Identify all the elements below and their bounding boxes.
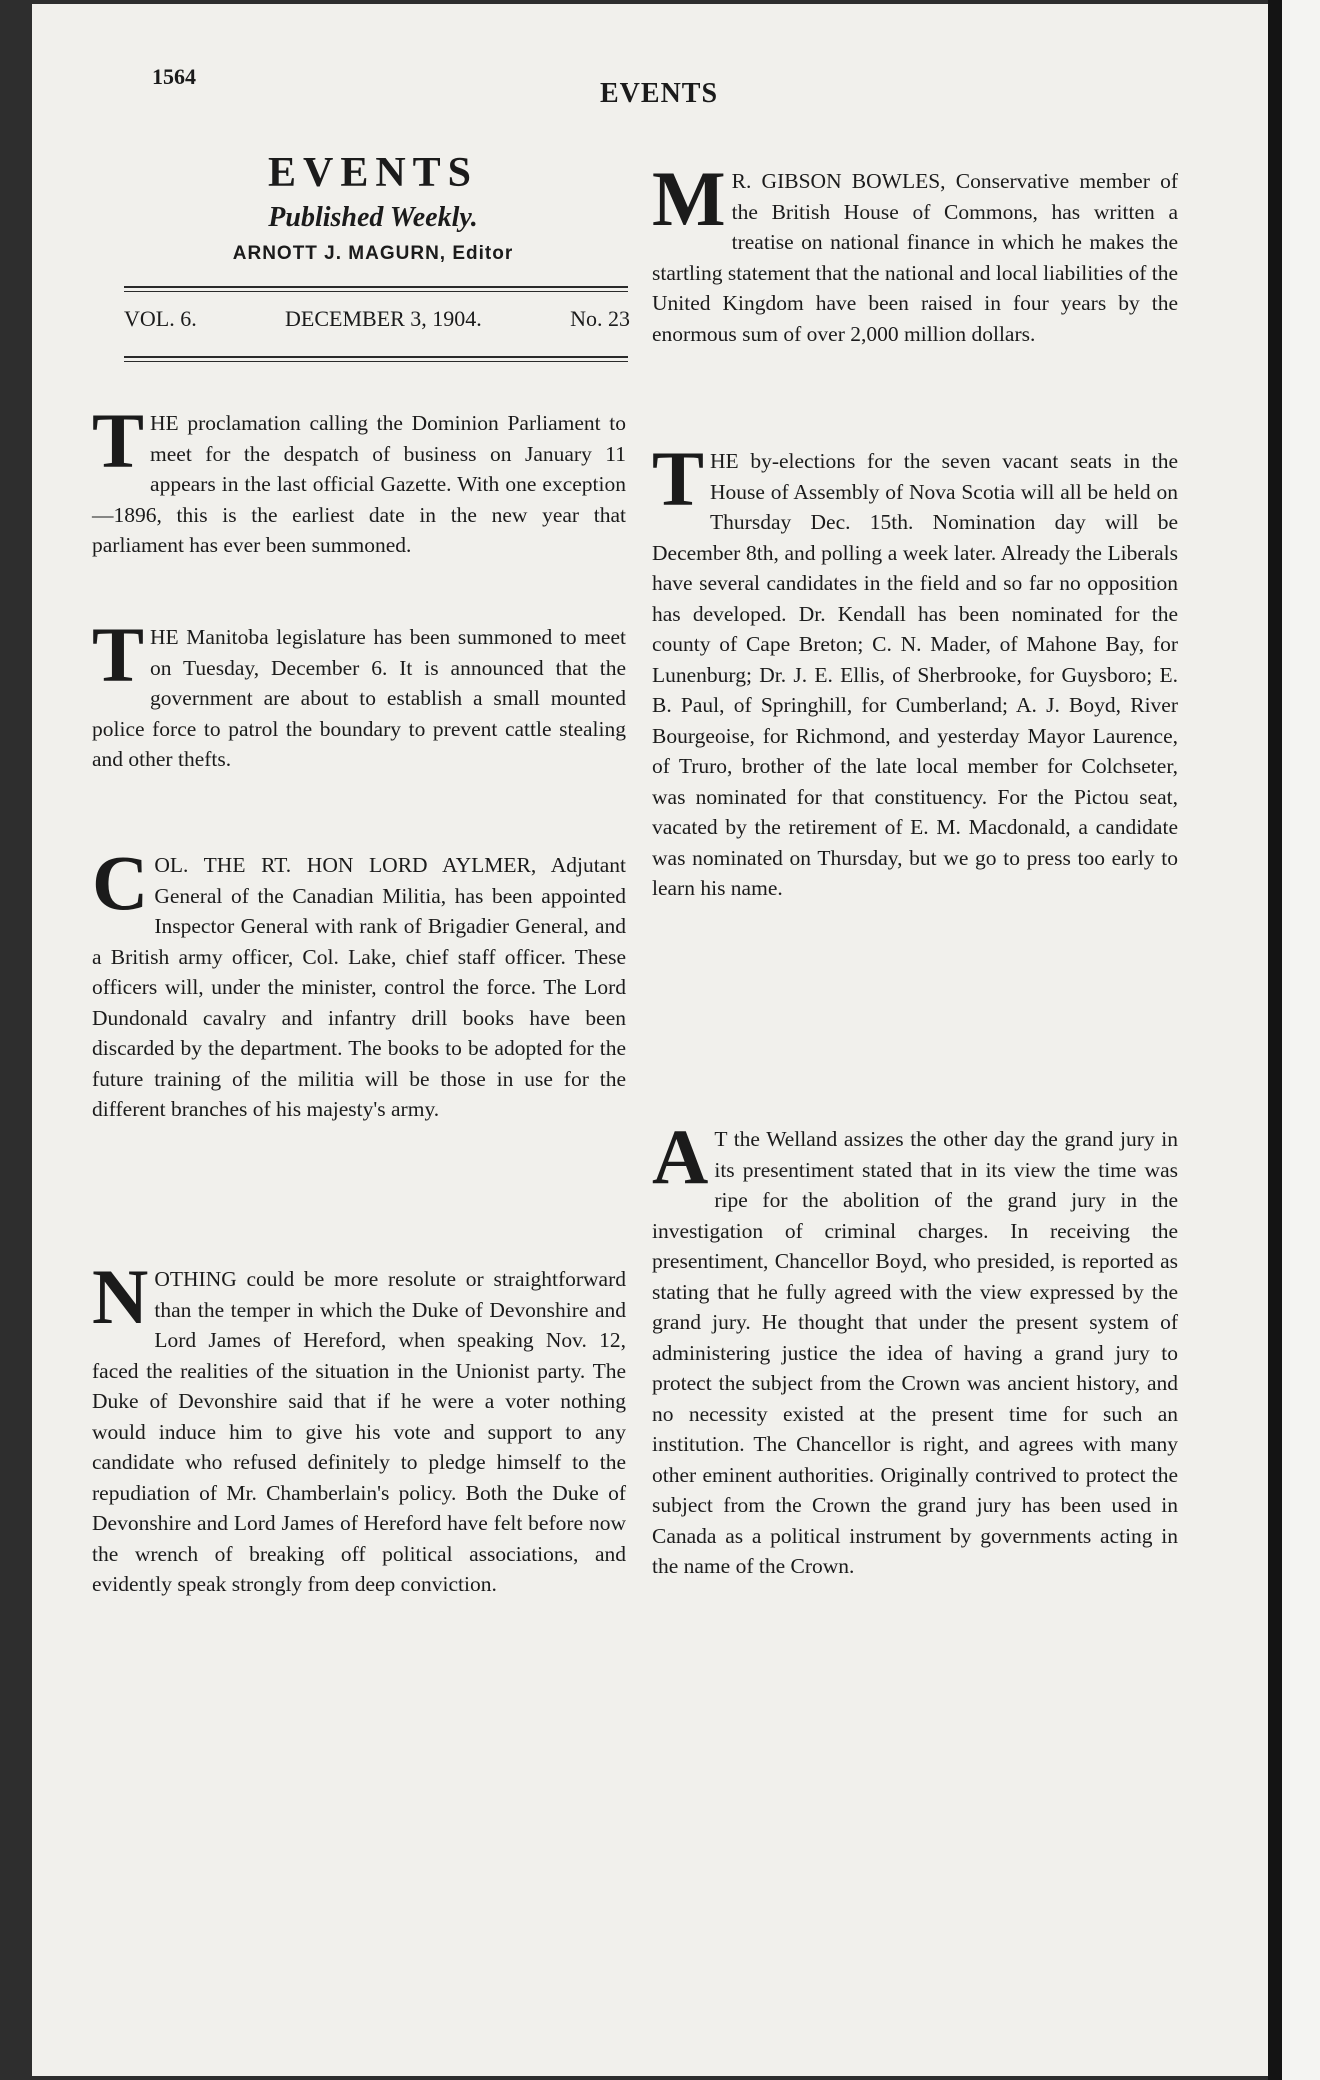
drop-cap: M [652, 155, 726, 242]
masthead-editor: ARNOTT J. MAGURN, Editor [232, 243, 514, 264]
masthead-rule-bottom [124, 356, 628, 362]
article-body: T the Welland assizes the other day the grand jury in its presentiment stated that in its view the time was ripe for the abolition of the grand jury in the investigation of criminal charges. In receiving the presentiment, Chancellor Boyd, who presided, is reported as stating that he fully agreed with the view expressed by the grand jury. He thought that under the present system of administering justice the idea of having a grand jury to protect the subject from the Crown was ancient history, and no necessity existed at the present time for such an institution. The Chancellor is right, and agrees with many other eminent authorities. Originally contrived to protect the subject from the Crown the grand jury has been used in Canada as a political instrument by governments acting in the name of the Crown. [652, 1127, 1178, 1578]
article-text [652, 435, 1178, 904]
article-body: OTHING could be more resolute or straightforward than the temper in which the Duke of Devonshire and Lord James of Hereford, when speaking Nov. 12, faced the realities of the situation in the Unionist party. The Duke of Devonshire said that if he were a voter nothing would induce him to give his vote and support to any candidate who refused definitely to pledge himself to the repudiation of Mr. Chamberlain's policy. Both the Duke of Devonshire and Lord James of Hereford have felt before now the wrench of breaking off political associations, and evidently speak strongly from deep conviction. [92, 1267, 626, 1596]
article-text [652, 155, 1179, 349]
drop-cap: N [92, 1253, 149, 1340]
issue-line [124, 306, 630, 332]
article-text [92, 839, 626, 1125]
drop-cap: T [92, 397, 145, 484]
drop-cap: C [92, 839, 149, 926]
article-body: HE by-elections for the seven vacant seats in the House of Assembly of Nova Scotia will all be held on Thursday Dec. 15th. Nomination day will be December 8th, and polling a week later. Already the Liberals have several candidates in the field and so far no opposition has developed. Dr. Kendall has been nominated for the county of Cape Breton; C. N. Mader, of Mahone Bay, for Lunenburg; Dr. J. E. Ellis, of Sherbrooke, for Guysboro; E. B. Paul, of Springhill, for Cumberland; A. J. Boyd, River Bourgeoise, for Richmond, and yesterday Mayor Laurence, of Truro, brother of the late local member for Colchseter, was nominated for that constituency. For the Pictou seat, vacated by the retirement of E. M. Macdonald, a candidate was nominated on Thursday, but we go to press too early to learn his name. [652, 449, 1178, 900]
article-duke-of-devonshire [92, 1253, 626, 1764]
article-body: R. GIBSON BOWLES, Conservative member of the British House of Commons, has written a treatise on national finance in which he makes the startling statement that the national and local liabilities of the United Kingdom have been raised in four years by the enormous sum of over 2,000 million dollars. [652, 169, 1179, 346]
article-welland-assizes [652, 1113, 1178, 1764]
masthead-subtitle: Published Weekly. [268, 202, 478, 233]
page-number: 1564 [152, 64, 196, 89]
article-body: HE proclamation calling the Dominion Parliament to meet for the despatch of business on January 11 appears in the last official Gazette. With one exception—1896, this is the earliest date in the new year that parliament has ever been summoned. [92, 411, 626, 557]
drop-cap: A [652, 1113, 709, 1200]
drop-cap: T [92, 611, 145, 698]
article-text [92, 611, 626, 775]
running-head: EVENTS [600, 78, 719, 109]
masthead-title: EVENTS [267, 150, 479, 196]
article-body: HE Manitoba legislature has been summoned to meet on Tuesday, December 6. It is announced that the government are about to establish a small mounted police force to patrol the boundary to prevent cattle stealing and other thefts. [92, 625, 626, 771]
issue-number: No. 23 [570, 306, 630, 331]
article-manitoba-legislature [92, 611, 626, 818]
article-body: OL. THE RT. HON LORD AYLMER, Adjutant General of the Canadian Militia, has been appointed Inspector General with rank of Brigadier General, and a British army officer, Col. Lake, chief staff officer. These officers will, under the minister, control the force. The Lord Dundonald cavalry and infantry drill books have been discarded by the department. The books to be adopted for the future training of the militia will be those in use for the different branches of his majesty's army. [92, 853, 626, 1121]
article-lord-aylmer [92, 839, 626, 1240]
article-nova-scotia-by-elections [652, 435, 1178, 1106]
issue-date: DECEMBER 3, 1904. [285, 306, 482, 331]
article-text [652, 1113, 1178, 1582]
article-text [92, 397, 626, 561]
issue-volume: VOL. 6. [124, 306, 197, 331]
masthead-rule-top [124, 286, 628, 292]
masthead [118, 148, 628, 270]
article-dominion-parliament [92, 397, 626, 582]
article-gibson-bowles [652, 155, 1179, 416]
article-text [92, 1253, 626, 1600]
book-spine [1268, 0, 1282, 2080]
facing-page-edge [1282, 0, 1320, 2080]
drop-cap: T [652, 435, 705, 522]
